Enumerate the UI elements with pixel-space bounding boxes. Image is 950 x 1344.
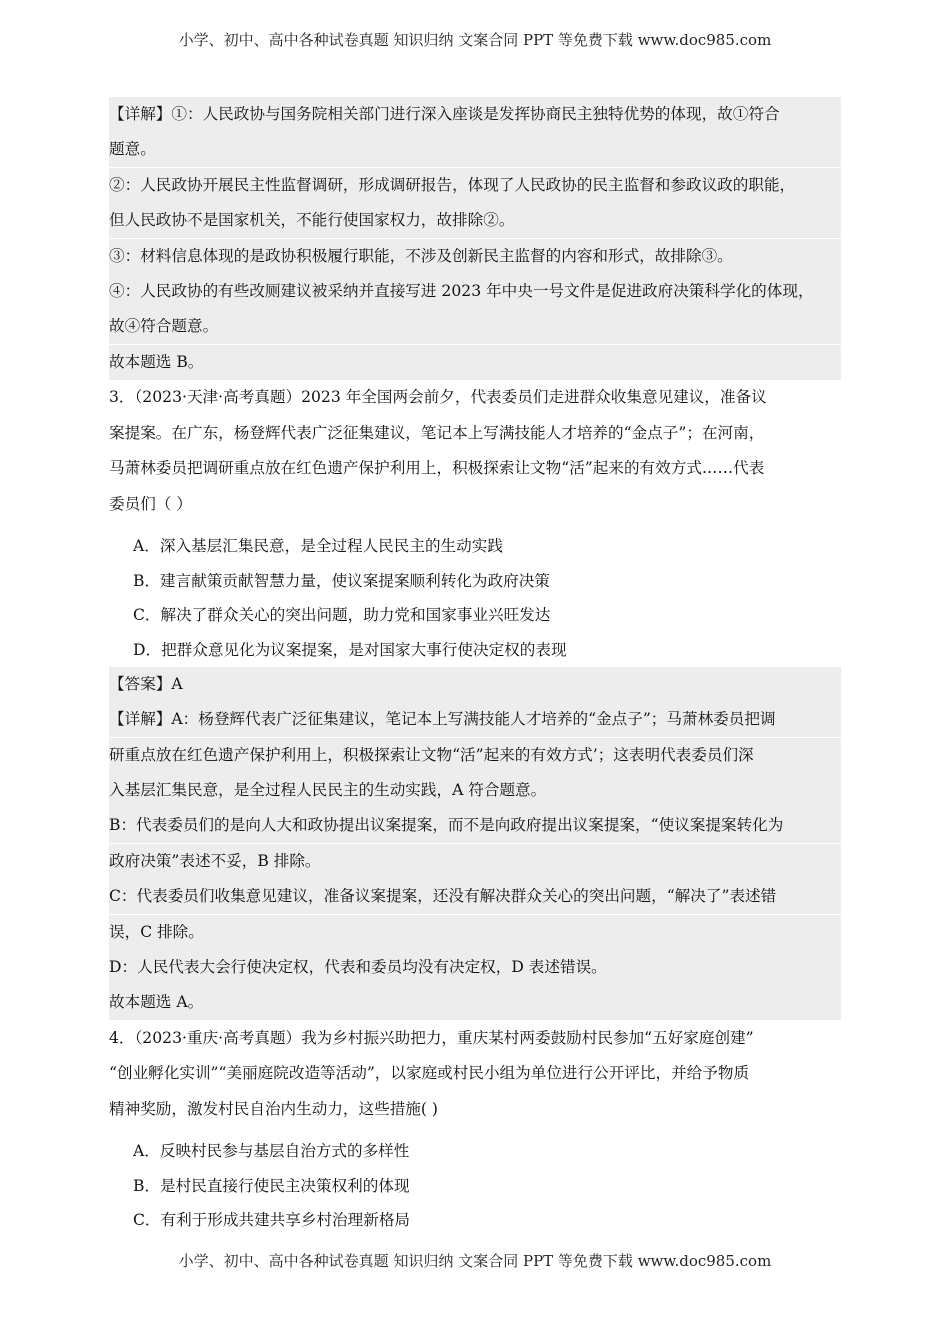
analysis-3-line-8: D：人民代表大会行使决定权，代表和委员均没有决定权，D 表述错误。 (109, 950, 841, 985)
analysis-2-line-6: ④：人民政协的有些改厕建议被采纳并直接写进 2023 年中央一号文件是促进政府决策科学化的体现， (109, 274, 841, 309)
question-4-line-1: 4．（2023·重庆·高考真题）我为乡村振兴助把力，重庆某村两委鼓励村民参加“五好家庭创建” (109, 1029, 754, 1047)
question-4-option-c: C．有利于形成共建共享乡村治理新格局 (133, 1211, 411, 1229)
page-footer: 小学、初中、高中各种试卷真题 知识归纳 文案合同 PPT 等免费下载 www.doc985.com (178, 1252, 772, 1270)
analysis-2-line-7: 故④符合题意。 (109, 309, 841, 344)
analysis-2-line-1: 【详解】①：人民政协与国务院相关部门进行深入座谈是发挥协商民主独特优势的体现，故①符合 (109, 97, 841, 132)
conclusion-2: 故本题选 B。 (109, 345, 841, 380)
analysis-2-line-3: ②：人民政协开展民主性监督调研，形成调研报告，体现了人民政协的民主监督和参政议政的职能， (109, 168, 841, 203)
analysis-3-line-4: B：代表委员们的是向人大和政协提出议案提案，而不是向政府提出议案提案，“使议案提案转化为 (109, 808, 841, 843)
question-4-line-2: “创业孵化实训”“美丽庭院改造等活动”，以家庭或村民小组为单位进行公开评比，并给予物质 (109, 1064, 750, 1082)
question-3-line-1: 3．（2023·天津·高考真题）2023 年全国两会前夕，代表委员们走进群众收集意见建议，准备议 (109, 388, 767, 406)
analysis-3-line-1: 【详解】A：杨登辉代表广泛征集建议，笔记本上写满技能人才培养的“金点子”；马萧林委员把调 (109, 702, 841, 737)
analysis-3-line-3: 入基层汇集民意，是全过程人民民主的生动实践，A 符合题意。 (109, 773, 841, 808)
question-4-option-a: A．反映村民参与基层自治方式的多样性 (133, 1142, 410, 1160)
page-header: 小学、初中、高中各种试卷真题 知识归纳 文案合同 PPT 等免费下载 www.doc985.com (178, 31, 772, 49)
analysis-3-line-7: 误，C 排除。 (109, 915, 841, 950)
question-4-line-3: 精神奖励，激发村民自治内生动力，这些措施( ) (109, 1100, 438, 1118)
question-4-option-b: B．是村民直接行使民主决策权利的体现 (133, 1177, 410, 1195)
answer-3: 【答案】A (109, 667, 841, 702)
question-3-option-c: C．解决了群众关心的突出问题，助力党和国家事业兴旺发达 (133, 606, 551, 624)
question-3-line-2: 案提案。在广东，杨登辉代表广泛征集建议，笔记本上写满技能人才培养的“金点子”；在河南， (109, 424, 765, 442)
question-3-option-d: D．把群众意见化为议案提案，是对国家大事行使决定权的表现 (133, 641, 567, 659)
question-3-option-b: B．建言献策贡献智慧力量，使议案提案顺利转化为政府决策 (133, 572, 550, 590)
question-3-line-3: 马萧林委员把调研重点放在红色遗产保护利用上，积极探索让文物“活”起来的有效方式……代表 (109, 459, 765, 477)
analysis-2-line-5: ③：材料信息体现的是政协积极履行职能，不涉及创新民主监督的内容和形式，故排除③。 (109, 239, 841, 274)
analysis-2-line-4: 但人民政协不是国家机关，不能行使国家权力，故排除②。 (109, 203, 841, 238)
analysis-2-line-2: 题意。 (109, 132, 841, 167)
analysis-3-line-5: 政府决策”表述不妥，B 排除。 (109, 844, 841, 879)
conclusion-3: 故本题选 A。 (109, 985, 841, 1020)
analysis-3-line-2: 研重点放在红色遗产保护利用上，积极探索让文物“活”起来的有效方式’；这表明代表委员们深 (109, 738, 841, 773)
question-3-option-a: A．深入基层汇集民意，是全过程人民民主的生动实践 (133, 537, 503, 555)
question-3-line-4: 委员们（ ） (109, 495, 192, 513)
analysis-3-line-6: C：代表委员们收集意见建议，准备议案提案，还没有解决群众关心的突出问题，“解决了”表述错 (109, 879, 841, 914)
